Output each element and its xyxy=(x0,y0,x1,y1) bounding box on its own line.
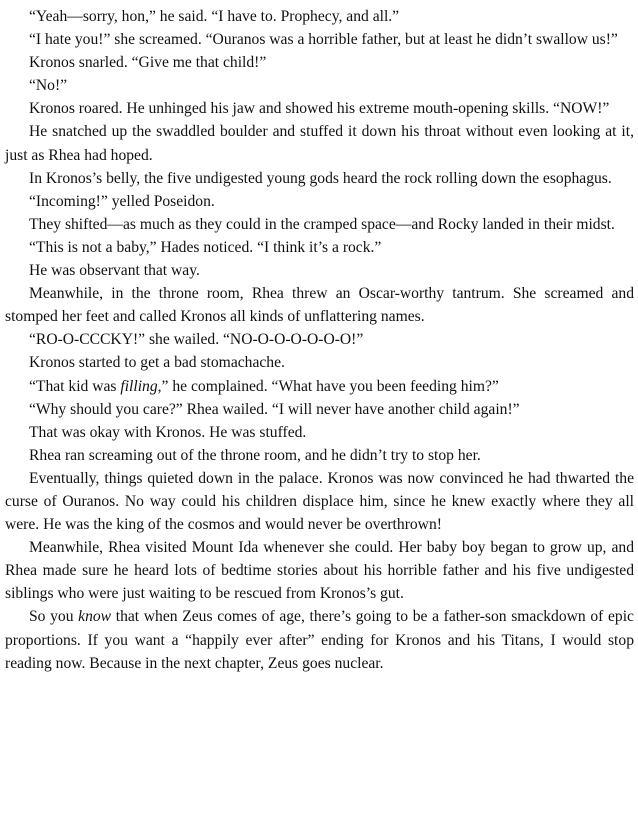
text: “No!” xyxy=(29,77,68,95)
text: “RO-O-CCCKY!” she wailed. “NO-O-O-O-O-O-O!” xyxy=(29,331,364,349)
emphasis-text: filling xyxy=(120,377,158,395)
paragraph xyxy=(5,444,634,467)
paragraph xyxy=(5,5,634,28)
paragraph xyxy=(5,167,634,190)
text: That was okay with Kronos. He was stuffed. xyxy=(29,423,307,441)
text: that when Zeus comes of age, there’s going to be a father-son smackdown of epic proportions. If you want a “happily ever after” ending for Kronos and his Titans, I would stop reading now. Because in the next chapter, Zeus goes nuclear. xyxy=(5,608,634,672)
text: ,” he complained. “What have you been feeding him?” xyxy=(157,377,499,395)
paragraph xyxy=(5,421,634,444)
text: “Incoming!” yelled Poseidon. xyxy=(29,192,215,210)
emphasis-text: know xyxy=(78,608,112,626)
text: Kronos snarled. “Give me that child!” xyxy=(29,54,267,72)
paragraph xyxy=(5,351,634,374)
text: “I hate you!” she screamed. “Ouranos was a horrible father, but at least he didn’t swallow us!” xyxy=(29,31,618,49)
paragraph xyxy=(5,328,634,351)
text: “Yeah—sorry, hon,” he said. “I have to. Prophecy, and all.” xyxy=(29,8,400,25)
paragraph xyxy=(5,536,634,605)
text: Eventually, things quieted down in the palace. Kronos was now convinced he had thwarted the curse of Ouranos. No way could his children displace him, since he knew exactly where they all were. He was the king of the cosmos and would never be overthrown! xyxy=(5,469,634,534)
text: “This is not a baby,” Hades noticed. “I think it’s a rock.” xyxy=(29,238,382,256)
paragraph xyxy=(5,28,634,51)
text: Kronos started to get a bad stomachache. xyxy=(29,354,285,372)
text: “Why should you care?” Rhea wailed. “I will never have another child again!” xyxy=(29,400,520,418)
text: In Kronos’s belly, the five undigested young gods heard the rock rolling down the esophagus. xyxy=(29,169,612,187)
paragraph xyxy=(5,398,634,421)
text: He was observant that way. xyxy=(29,262,200,280)
paragraph xyxy=(5,605,634,674)
paragraph xyxy=(5,190,634,213)
paragraph xyxy=(5,375,634,398)
paragraph xyxy=(5,467,634,536)
text: Kronos roared. He unhinged his jaw and showed his extreme mouth-opening skills. “NOW!” xyxy=(29,100,610,118)
text: Rhea ran screaming out of the throne room, and he didn’t try to stop her. xyxy=(29,446,481,464)
paragraph xyxy=(5,282,634,328)
text: So you xyxy=(29,608,79,626)
text: “That kid was xyxy=(29,377,121,395)
paragraph xyxy=(5,74,634,97)
paragraph xyxy=(5,236,634,259)
paragraph xyxy=(5,259,634,282)
paragraph xyxy=(5,97,634,120)
text: They shifted—as much as they could in the cramped space—and Rocky landed in their midst. xyxy=(29,215,615,233)
paragraph xyxy=(5,51,634,74)
text: Meanwhile, in the throne room, Rhea threw an Oscar-worthy tantrum. She screamed and stomped her feet and called Kronos all kinds of unflattering names. xyxy=(5,285,634,326)
text: He snatched up the swaddled boulder and stuffed it down his throat without even looking at it, just as Rhea had hoped. xyxy=(5,123,634,164)
text: Meanwhile, Rhea visited Mount Ida whenever she could. Her baby boy began to grow up, and Rhea made sure he heard lots of bedtime stories about his horrible father and his five undigested siblings who were just waiting to be rescued from Kronos’s gut. xyxy=(5,539,634,603)
paragraph xyxy=(5,120,634,166)
paragraph xyxy=(5,213,634,236)
